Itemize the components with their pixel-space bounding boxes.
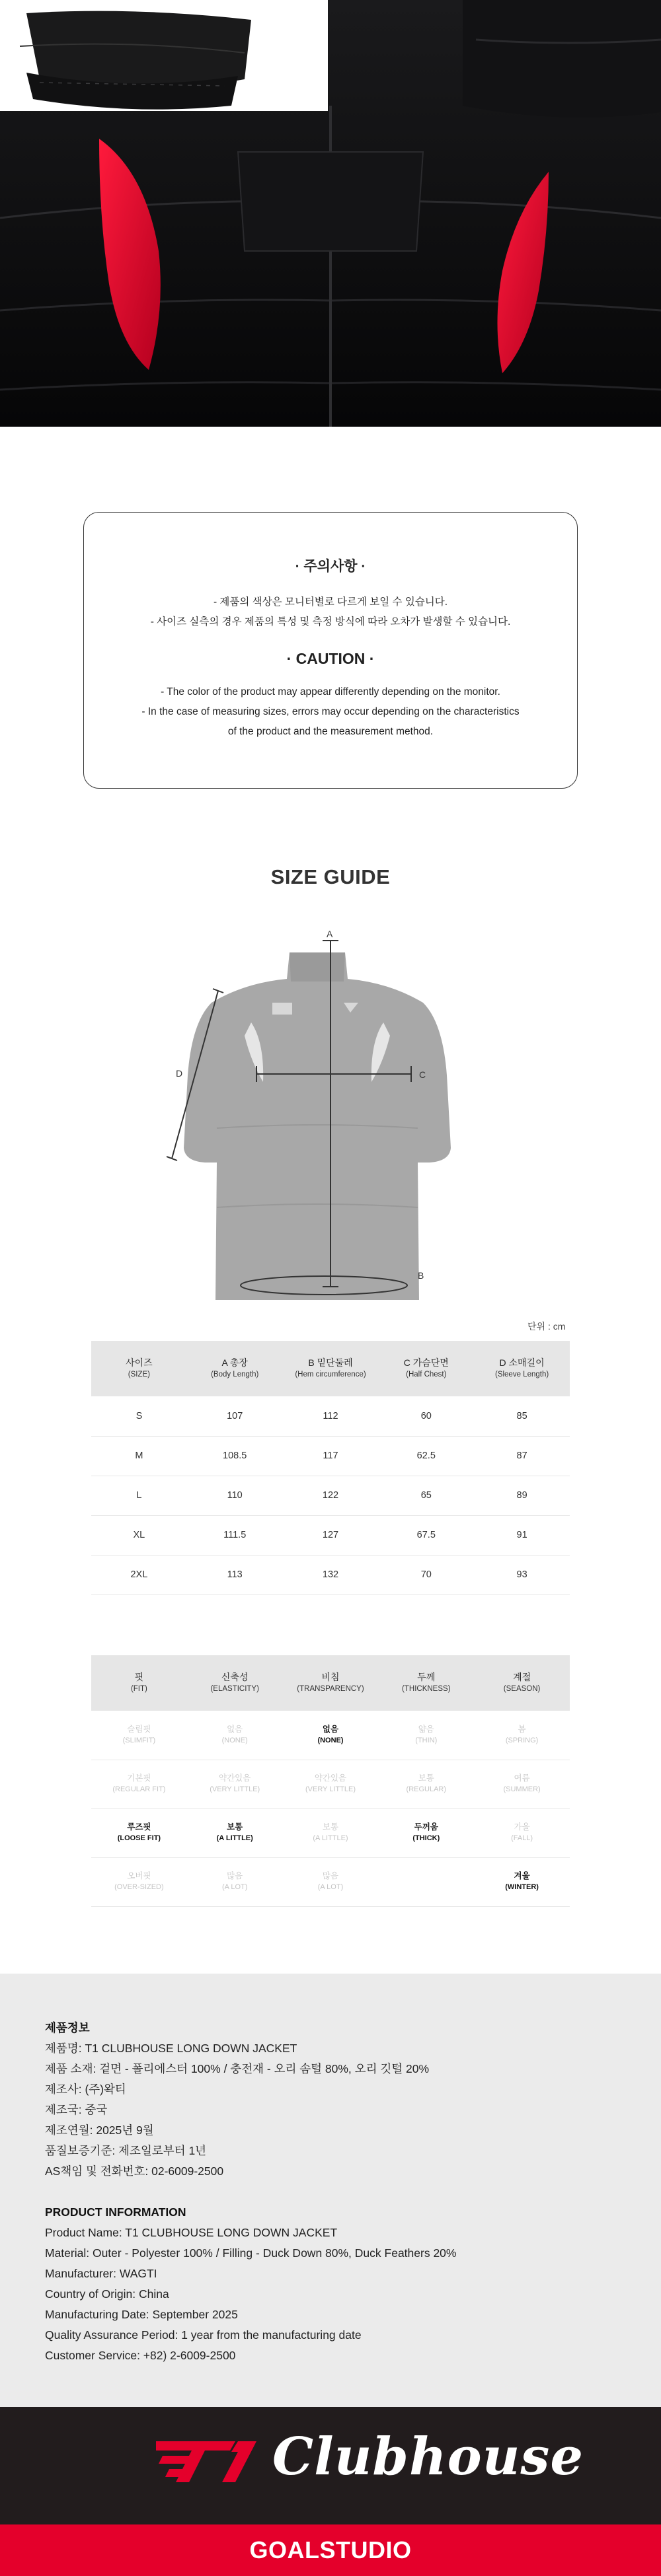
table-cell: 60 — [378, 1396, 474, 1436]
fit-option-label: 없음 — [227, 1724, 243, 1734]
table-cell: 107 — [187, 1396, 283, 1436]
table-row — [91, 1760, 570, 1808]
product-info-en — [45, 2202, 456, 2366]
fit-option-sublabel: (THICK) — [412, 1834, 440, 1842]
fit-option-sublabel: (THIN) — [415, 1736, 438, 1744]
fit-option-label: 보통 — [227, 1822, 243, 1832]
product-info-en-line: Product Name: T1 CLUBHOUSE LONG DOWN JACKET — [45, 2226, 338, 2239]
fit-option-sublabel: (SUMMER) — [503, 1785, 541, 1793]
product-info-ko-line: 제조연월: 2025년 9월 — [45, 2124, 154, 2137]
clubhouse-wordmark: Clubhouse — [272, 2427, 584, 2487]
fit-table-header-row — [91, 1655, 570, 1711]
fit-option-cell — [283, 1711, 379, 1760]
table-cell: 112 — [283, 1396, 379, 1436]
header-sublabel: (Sleeve Length) — [494, 1371, 549, 1378]
fit-table-header — [283, 1655, 379, 1711]
fit-option-sublabel: (A LITTLE) — [313, 1834, 348, 1842]
table-cell: 87 — [474, 1436, 570, 1476]
fit-option-cell — [378, 1857, 474, 1906]
size-measurement-diagram — [152, 930, 483, 1300]
fit-option-sublabel: (A LOT) — [221, 1883, 248, 1891]
fit-table-body — [91, 1711, 570, 1906]
header-label: B 밑단둘레 — [308, 1357, 353, 1368]
product-info-en-line: Customer Service: +82) 2-6009-2500 — [45, 2349, 236, 2362]
fit-option-label: 겨울 — [514, 1871, 530, 1880]
fit-option-label: 얇음 — [418, 1724, 434, 1734]
cuff-photo-art — [0, 0, 328, 111]
fit-option-cell — [283, 1857, 379, 1906]
fit-option-cell — [283, 1760, 379, 1808]
fit-option-label: 보통 — [322, 1822, 339, 1832]
product-info-ko — [45, 2018, 429, 2182]
table-cell: 127 — [283, 1515, 379, 1555]
fit-option-label: 기본핏 — [127, 1773, 151, 1783]
fit-option-cell — [187, 1857, 283, 1906]
table-cell: 65 — [378, 1476, 474, 1515]
fit-option-label: 보통 — [418, 1773, 434, 1783]
header-label: 사이즈 — [126, 1357, 153, 1368]
fit-option-cell — [91, 1760, 187, 1808]
caution-line-en-2: - In the case of measuring sizes, errors may occur depending on the characteristics — [141, 706, 520, 717]
fit-table-header — [91, 1655, 187, 1711]
table-cell: 110 — [187, 1476, 283, 1515]
product-info-en-line: Manufacturing Date: September 2025 — [45, 2308, 238, 2321]
fit-option-label: 봄 — [518, 1724, 526, 1734]
fit-table-header — [378, 1655, 474, 1711]
caution-line-ko-2: - 사이즈 실측의 경우 제품의 특성 및 측정 방식에 따라 오차가 발생할 수 있습니다. — [150, 616, 511, 627]
fit-option-label: 가을 — [514, 1822, 530, 1832]
product-info-en-line: Country of Origin: China — [45, 2287, 169, 2301]
header-label: C 가슴단면 — [403, 1357, 449, 1368]
fit-option-sublabel: (REGULAR) — [406, 1785, 447, 1793]
size-table-header — [91, 1341, 187, 1396]
jacket-silhouette — [184, 952, 451, 1300]
table-cell: 117 — [283, 1436, 379, 1476]
product-info-en-line: Quality Assurance Period: 1 year from the manufacturing date — [45, 2328, 362, 2342]
header-label: 핏 — [134, 1672, 144, 1682]
fit-option-label: 많음 — [227, 1871, 243, 1880]
fit-option-sublabel: (LOOSE FIT) — [117, 1834, 161, 1842]
caution-line-en-3: of the product and the measurement method. — [227, 726, 434, 737]
header-label: 두께 — [417, 1672, 436, 1682]
size-table-header — [474, 1341, 570, 1396]
fit-option-label: 약간있음 — [314, 1773, 347, 1783]
fit-option-cell — [378, 1808, 474, 1857]
unit-label: 단위 : cm — [527, 1321, 566, 1332]
fit-option-cell — [474, 1857, 570, 1906]
fit-option-sublabel: (SPRING) — [505, 1736, 539, 1744]
fit-option-cell — [378, 1760, 474, 1808]
table-row — [91, 1396, 570, 1436]
table-cell: 91 — [474, 1515, 570, 1555]
fit-option-label: 슬림핏 — [127, 1724, 151, 1734]
fit-option-label: 두꺼움 — [414, 1822, 438, 1832]
fit-option-label: 루즈핏 — [127, 1822, 151, 1832]
table-cell: 85 — [474, 1396, 570, 1436]
table-cell: 108.5 — [187, 1436, 283, 1476]
fit-option-cell — [474, 1711, 570, 1760]
table-cell: 70 — [378, 1555, 474, 1594]
header-label: 계절 — [513, 1672, 531, 1682]
fit-option-sublabel: (NONE) — [221, 1736, 248, 1744]
table-row — [91, 1476, 570, 1515]
fit-option-label: 약간있음 — [219, 1773, 251, 1783]
table-row — [91, 1436, 570, 1476]
size-table-header-row — [91, 1341, 570, 1396]
product-info-section — [0, 1974, 661, 2407]
fit-option-sublabel: (SLIMFIT) — [122, 1736, 156, 1744]
fit-option-cell — [187, 1808, 283, 1857]
fit-option-cell — [91, 1857, 187, 1906]
caution-title-en: · CAUTION · — [286, 650, 375, 667]
fit-option-cell — [474, 1808, 570, 1857]
table-cell: S — [91, 1396, 187, 1436]
caution-line-en-1: - The color of the product may appear differently depending on the monitor. — [161, 686, 500, 698]
fit-table — [91, 1655, 570, 1907]
table-row — [91, 1808, 570, 1857]
header-label: 비침 — [321, 1672, 340, 1682]
header-sublabel: (SIZE) — [128, 1371, 151, 1378]
header-label: A 총장 — [221, 1357, 248, 1368]
fit-option-cell — [283, 1808, 379, 1857]
brand-footer — [0, 2407, 661, 2524]
fit-option-label: 많음 — [322, 1871, 339, 1880]
cuff-photo-background — [0, 0, 328, 111]
fit-option-label: 오버핏 — [127, 1871, 151, 1880]
caution-line-ko-1: - 제품의 색상은 모니터별로 다르게 보일 수 있습니다. — [213, 596, 448, 608]
product-info-ko-line: 제품 소재: 겉면 - 폴리에스터 100% / 충전재 - 오리 솜털 80%, 오리 깃털 20% — [45, 2062, 430, 2075]
size-table — [91, 1341, 570, 1595]
size-table-header — [378, 1341, 474, 1396]
table-cell: 2XL — [91, 1555, 187, 1594]
table-cell: 89 — [474, 1476, 570, 1515]
size-table-header — [187, 1341, 283, 1396]
jacket-detail-photo — [0, 0, 661, 427]
fit-table-header — [187, 1655, 283, 1711]
table-row — [91, 1555, 570, 1594]
fit-option-sublabel: (A LOT) — [317, 1883, 344, 1891]
fit-option-cell — [187, 1711, 283, 1760]
table-cell: XL — [91, 1515, 187, 1555]
marker-d: D — [176, 1068, 183, 1079]
fit-option-sublabel: (OVER-SIZED) — [114, 1883, 164, 1891]
table-cell: 122 — [283, 1476, 379, 1515]
table-cell: 113 — [187, 1555, 283, 1594]
goalstudio-banner — [0, 2524, 661, 2576]
fit-option-sublabel: (VERY LITTLE) — [305, 1785, 356, 1793]
fit-option-cell — [91, 1711, 187, 1760]
marker-c: C — [419, 1069, 426, 1080]
marker-b: B — [418, 1270, 424, 1281]
fit-option-sublabel: (NONE) — [317, 1736, 344, 1744]
table-cell: M — [91, 1436, 187, 1476]
fit-option-label: 여름 — [514, 1773, 530, 1783]
product-info-ko-title: 제품정보 — [45, 2021, 90, 2034]
header-sublabel: (SEASON) — [503, 1685, 541, 1693]
fit-option-sublabel: (A LITTLE) — [216, 1834, 253, 1842]
size-guide-title: SIZE GUIDE — [270, 865, 391, 888]
size-table-header — [283, 1341, 379, 1396]
product-info-en-line: Manufacturer: WAGTI — [45, 2267, 157, 2280]
fit-option-sublabel: (VERY LITTLE) — [210, 1785, 260, 1793]
product-info-ko-line: 제조사: (주)왁티 — [45, 2083, 126, 2096]
header-sublabel: (Half Chest) — [406, 1371, 447, 1378]
table-cell: 132 — [283, 1555, 379, 1594]
fit-table-header — [474, 1655, 570, 1711]
product-info-ko-line: 제품명: T1 CLUBHOUSE LONG DOWN JACKET — [45, 2042, 297, 2055]
fit-option-sublabel: (REGULAR FIT) — [112, 1785, 166, 1793]
header-sublabel: (TRANSPARENCY) — [297, 1685, 364, 1693]
header-sublabel: (FIT) — [130, 1685, 147, 1693]
caution-notice-box — [83, 512, 578, 789]
header-sublabel: (Body Length) — [211, 1371, 259, 1378]
fit-option-label: 없음 — [322, 1724, 339, 1734]
product-info-en-title: PRODUCT INFORMATION — [45, 2205, 186, 2219]
table-cell: 62.5 — [378, 1436, 474, 1476]
product-info-ko-line: 품질보증기준: 제조일로부터 1년 — [45, 2144, 207, 2157]
header-label: 신축성 — [221, 1672, 249, 1682]
table-row — [91, 1515, 570, 1555]
header-sublabel: (ELASTICITY) — [210, 1685, 259, 1693]
fit-option-cell — [187, 1760, 283, 1808]
header-sublabel: (Hem circumference) — [295, 1371, 366, 1378]
fit-option-sublabel: (WINTER) — [505, 1883, 539, 1891]
table-cell: L — [91, 1476, 187, 1515]
fit-option-cell — [91, 1808, 187, 1857]
table-cell: 93 — [474, 1555, 570, 1594]
product-info-ko-line: AS책임 및 전화번호: 02-6009-2500 — [45, 2165, 224, 2178]
header-sublabel: (THICKNESS) — [402, 1685, 451, 1693]
goalstudio-wordmark: GOALSTUDIO — [249, 2536, 412, 2563]
t1-logo-icon — [156, 2436, 275, 2489]
caution-title-ko: · 주의사항 · — [295, 559, 366, 574]
product-info-en-line: Material: Outer - Polyester 100% / Filling - Duck Down 80%, Duck Feathers 20% — [45, 2246, 457, 2260]
table-row — [91, 1711, 570, 1760]
product-info-ko-line: 제조국: 중국 — [45, 2103, 108, 2116]
fit-option-sublabel: (FALL) — [511, 1834, 533, 1842]
marker-a: A — [327, 930, 333, 939]
fit-option-cell — [474, 1760, 570, 1808]
table-cell: 67.5 — [378, 1515, 474, 1555]
table-row — [91, 1857, 570, 1906]
header-label: D 소매길이 — [499, 1357, 545, 1368]
fit-option-cell — [378, 1711, 474, 1760]
table-cell: 111.5 — [187, 1515, 283, 1555]
